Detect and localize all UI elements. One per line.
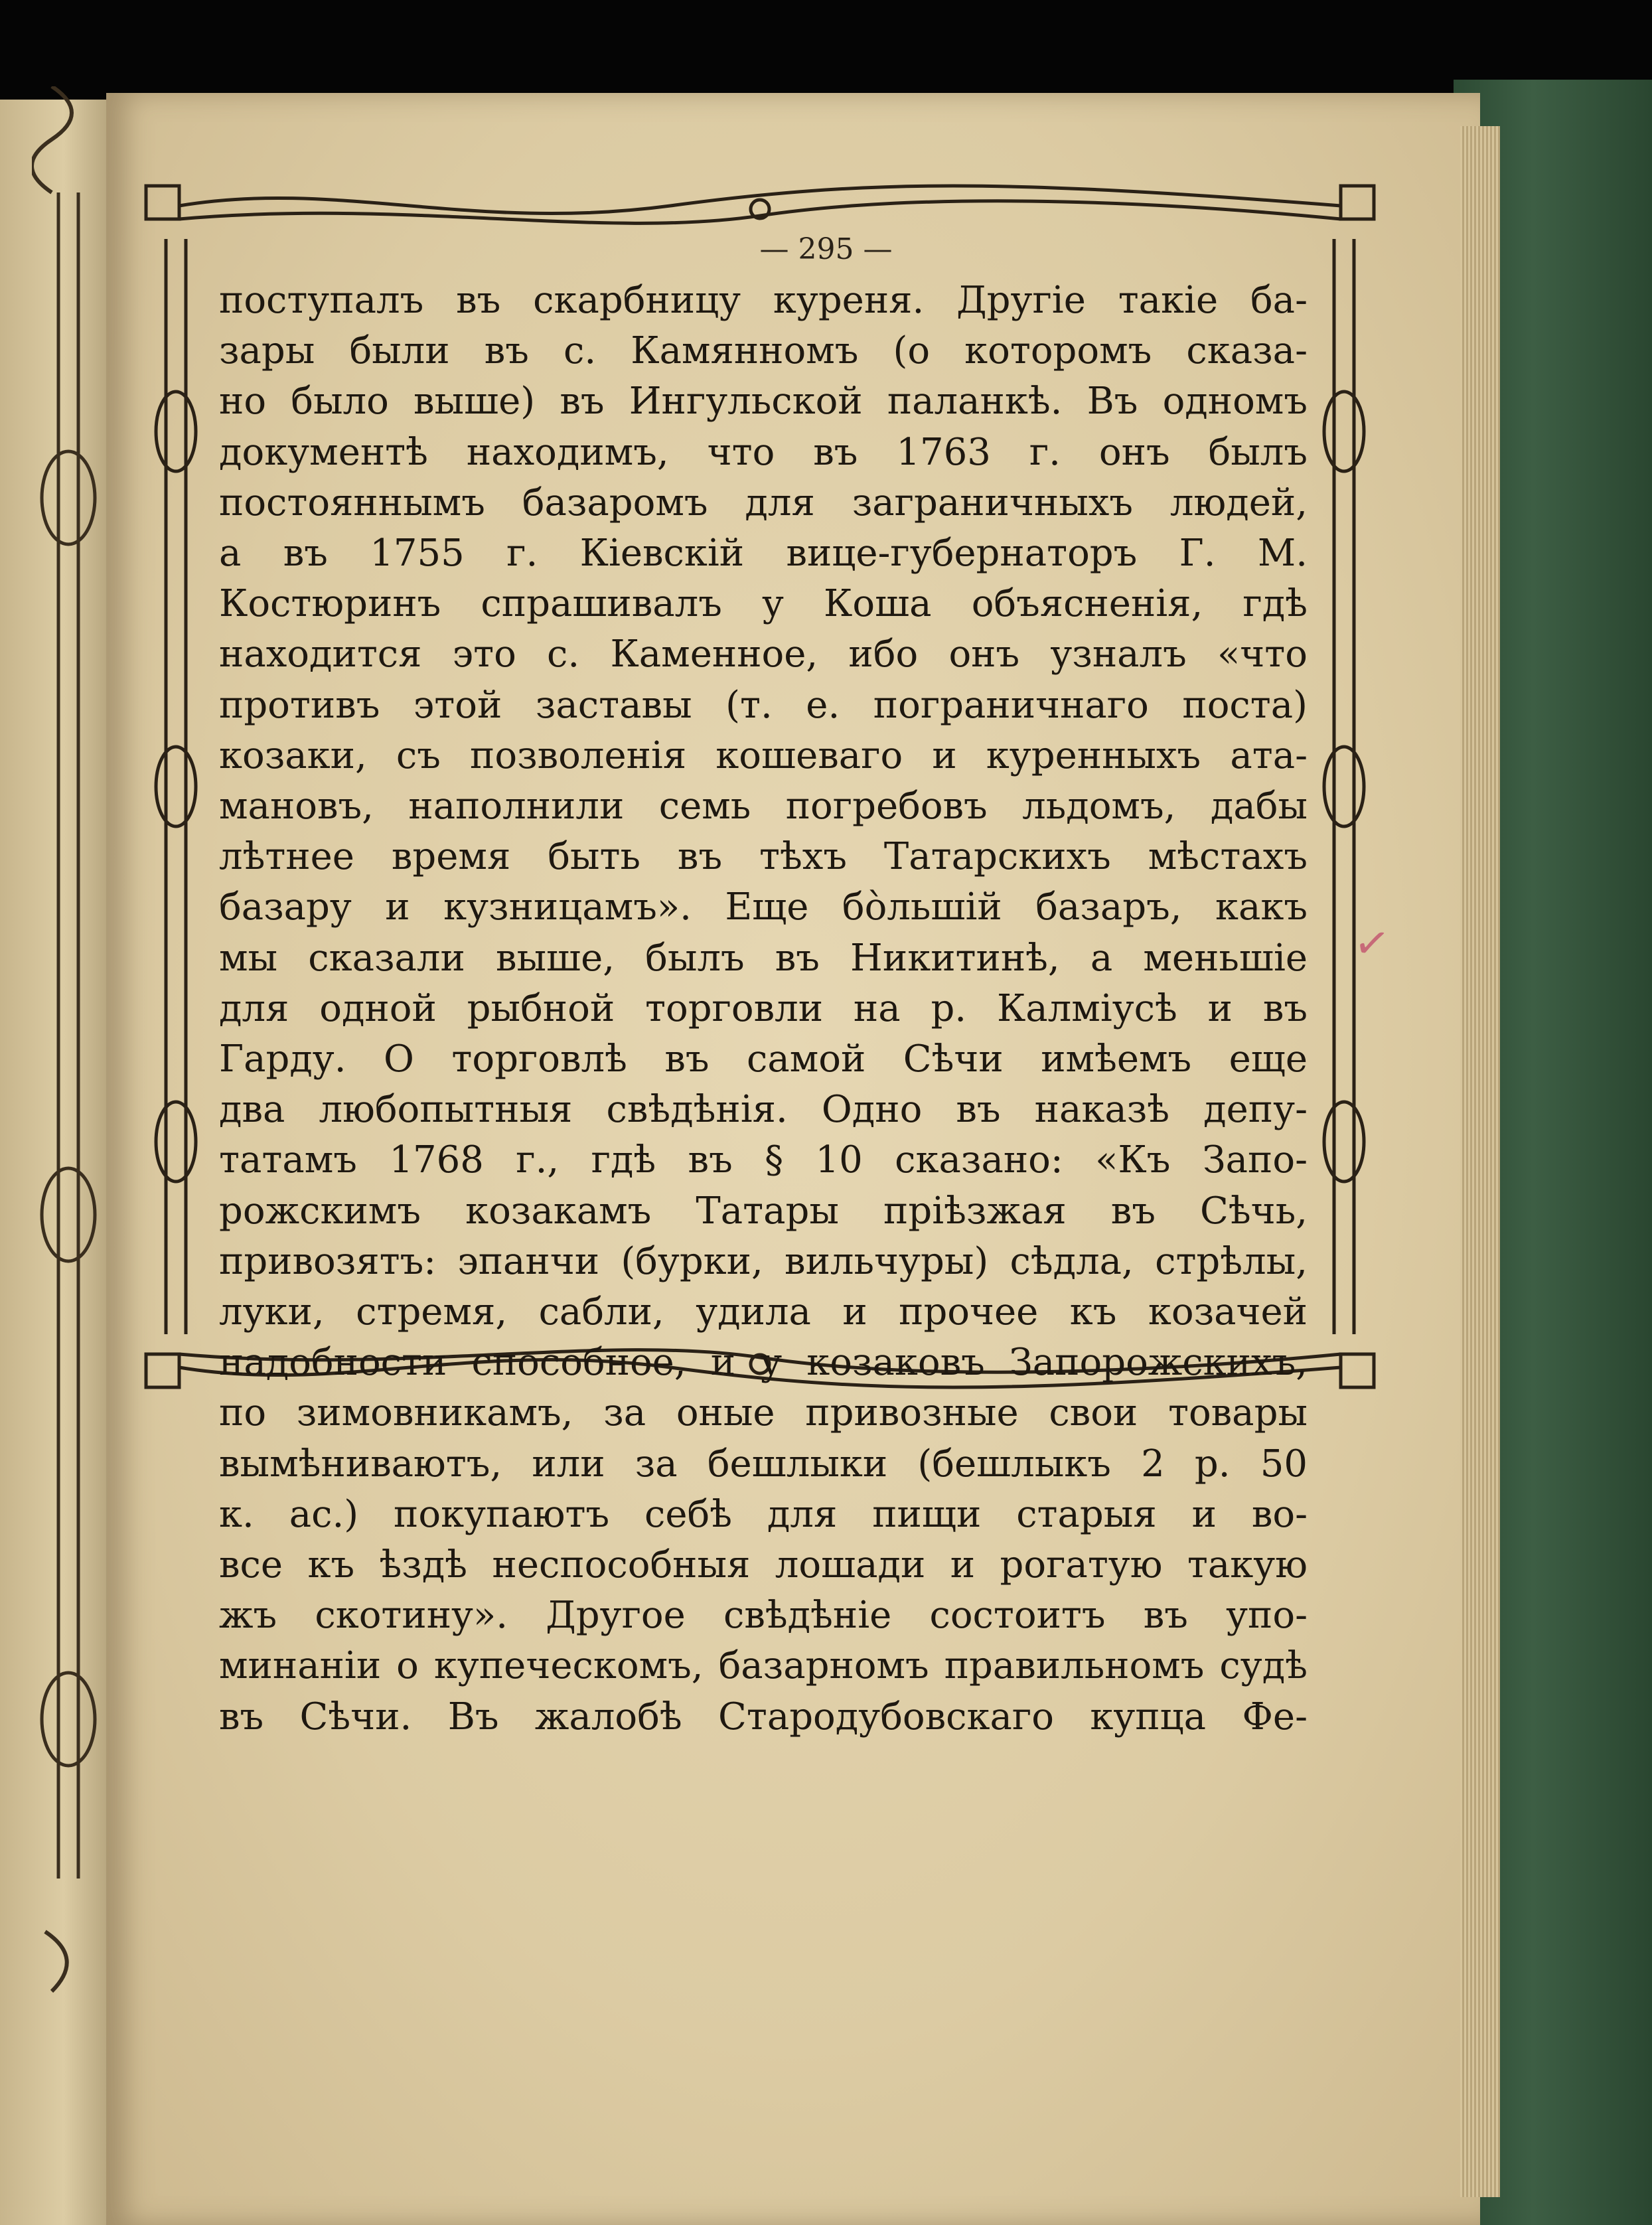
text-line: жъ скотину». Другое свѣдѣніе состоитъ въ упо- <box>219 1594 1308 1638</box>
text-line: мановъ, наполнили семь погребовъ льдомъ, дабы <box>219 785 1308 828</box>
text-line: базару и кузницамъ». Еще бо̀льшій базаръ, какъ <box>219 885 1308 929</box>
text-line: документѣ находимъ, что въ 1763 г. онъ былъ <box>219 430 1308 474</box>
page-edges <box>1460 126 1500 2197</box>
left-page-border-ornament <box>32 86 110 2011</box>
text-line: а въ 1755 г. Кіевскій вице-губернаторъ Г. М. <box>219 532 1308 575</box>
text-line: два любопытныя свѣдѣнія. Одно въ наказѣ депу- <box>219 1088 1308 1132</box>
text-line: въ Сѣчи. Въ жалобѣ Стародубовскаго купца Фе- <box>219 1695 1308 1738</box>
text-line: привозятъ: эпанчи (бурки, вильчуры) сѣдла, стрѣлы, <box>219 1239 1308 1283</box>
text-line: постояннымъ базаромъ для заграничныхъ людей, <box>219 481 1308 524</box>
text-line: мы сказали выше, былъ въ Никитинѣ, а меньшіе <box>219 936 1308 980</box>
text-line: к. ас.) покупаютъ себѣ для пищи старыя и во- <box>219 1492 1308 1536</box>
page-number: — 295 — <box>759 232 893 266</box>
text-line: вымѣниваютъ, или за бешлыки (бешлыкъ 2 р. 50 <box>219 1442 1308 1486</box>
text-line: минаніи о купеческомъ, базарномъ правильномъ судѣ <box>219 1644 1308 1688</box>
text-line: луки, стремя, сабли, удила и прочее къ козачей <box>219 1290 1308 1334</box>
body-text <box>219 275 1308 1742</box>
text-line: поступалъ въ скарбницу куреня. Другіе такіе ба- <box>219 279 1308 322</box>
text-line: татамъ 1768 г., гдѣ въ § 10 сказано: «Къ Запо- <box>219 1138 1308 1182</box>
text-line: Гарду. О торговлѣ въ самой Сѣчи имѣемъ еще <box>219 1037 1308 1081</box>
text-line: для одной рыбной торговли на р. Калміусѣ и въ <box>219 986 1308 1030</box>
text-line: козаки, съ позволенія кошеваго и куренныхъ ата- <box>219 733 1308 777</box>
text-line: по зимовникамъ, за оные привозные свои товары <box>219 1391 1308 1435</box>
text-line: но было выше) въ Ингульской паланкѣ. Въ одномъ <box>219 380 1308 423</box>
pencil-check-mark: ✓ <box>1351 917 1393 971</box>
text-line: Костюринъ спрашивалъ у Коша объясненія, гдѣ <box>219 582 1308 626</box>
text-line: противъ этой заставы (т. е. пограничнаго поста) <box>219 683 1308 727</box>
text-line: надобности способное, и у козаковъ Запорожскихъ, <box>219 1341 1308 1385</box>
text-line: все къ ѣздѣ неспособныя лошади и рогатую такую <box>219 1543 1308 1587</box>
text-line: зары были въ с. Камянномъ (о которомъ сказа- <box>219 329 1308 373</box>
text-line: лѣтнее время быть въ тѣхъ Татарскихъ мѣстахъ <box>219 835 1308 879</box>
text-line: рожскимъ козакамъ Татары пріѣзжая въ Сѣчь, <box>219 1189 1308 1233</box>
text-line: находится это с. Каменное, ибо онъ узналъ «что <box>219 633 1308 676</box>
